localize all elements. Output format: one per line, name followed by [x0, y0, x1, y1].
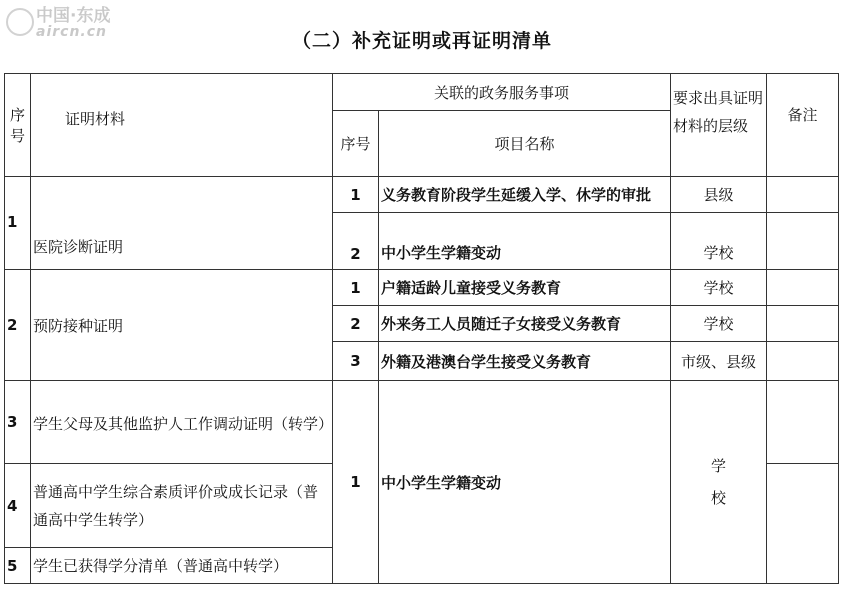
- item-level: 学校: [671, 306, 767, 342]
- group-seq: 2: [5, 270, 31, 381]
- header-material: 证明材料: [31, 74, 333, 177]
- header-remark: 备注: [767, 74, 839, 177]
- watermark-line2: aircn.cn: [36, 24, 107, 40]
- item-remark: [767, 342, 839, 381]
- group-material: 学生已获得学分清单（普通高中转学）: [31, 548, 333, 584]
- group-material: 学生父母及其他监护人工作调动证明（转学）: [31, 381, 333, 464]
- header-level: 要求出具证明材料的层级: [671, 74, 767, 177]
- item-name: 户籍适龄儿童接受义务教育: [379, 270, 671, 306]
- item-remark: [767, 177, 839, 213]
- header-seq: 序号: [5, 74, 31, 177]
- item-name: 外籍及港澳台学生接受义务教育: [379, 342, 671, 381]
- item-name: 义务教育阶段学生延缓入学、休学的审批: [379, 177, 671, 213]
- group-seq: 5: [5, 548, 31, 584]
- item-level: 县级: [671, 177, 767, 213]
- group-seq: 1: [5, 177, 31, 270]
- certificate-table: [4, 73, 839, 584]
- group-material: 预防接种证明: [31, 270, 333, 381]
- item-remark: [767, 270, 839, 306]
- item-name: 中小学生学籍变动: [379, 213, 671, 270]
- item-seq: 1: [333, 270, 379, 306]
- group-material: 医院诊断证明: [31, 177, 333, 270]
- item-remark: [767, 381, 839, 464]
- item-seq: 2: [333, 213, 379, 270]
- item-seq: 3: [333, 342, 379, 381]
- item-remark: [767, 464, 839, 584]
- watermark-line1: 中国·东成: [36, 6, 111, 26]
- shared-item-name: 中小学生学籍变动: [379, 381, 671, 584]
- group-seq: 4: [5, 464, 31, 548]
- header-related: 关联的政务服务事项: [333, 74, 671, 111]
- item-level: 学校: [671, 213, 767, 270]
- shared-item-level: 学校: [671, 381, 767, 584]
- item-name: 外来务工人员随迁子女接受义务教育: [379, 306, 671, 342]
- item-remark: [767, 213, 839, 270]
- header-sub-seq: 序号: [333, 111, 379, 177]
- page-title: （二）补充证明或再证明清单: [291, 30, 552, 52]
- item-seq: 1: [333, 177, 379, 213]
- header-item-name: 项目名称: [379, 111, 671, 177]
- item-level: 学校: [671, 270, 767, 306]
- shared-item-seq: 1: [333, 381, 379, 584]
- group-seq: 3: [5, 381, 31, 464]
- item-seq: 2: [333, 306, 379, 342]
- item-level: 市级、县级: [671, 342, 767, 381]
- group-material: 普通高中学生综合素质评价或成长记录（普通高中学生转学）: [31, 464, 333, 548]
- item-remark: [767, 306, 839, 342]
